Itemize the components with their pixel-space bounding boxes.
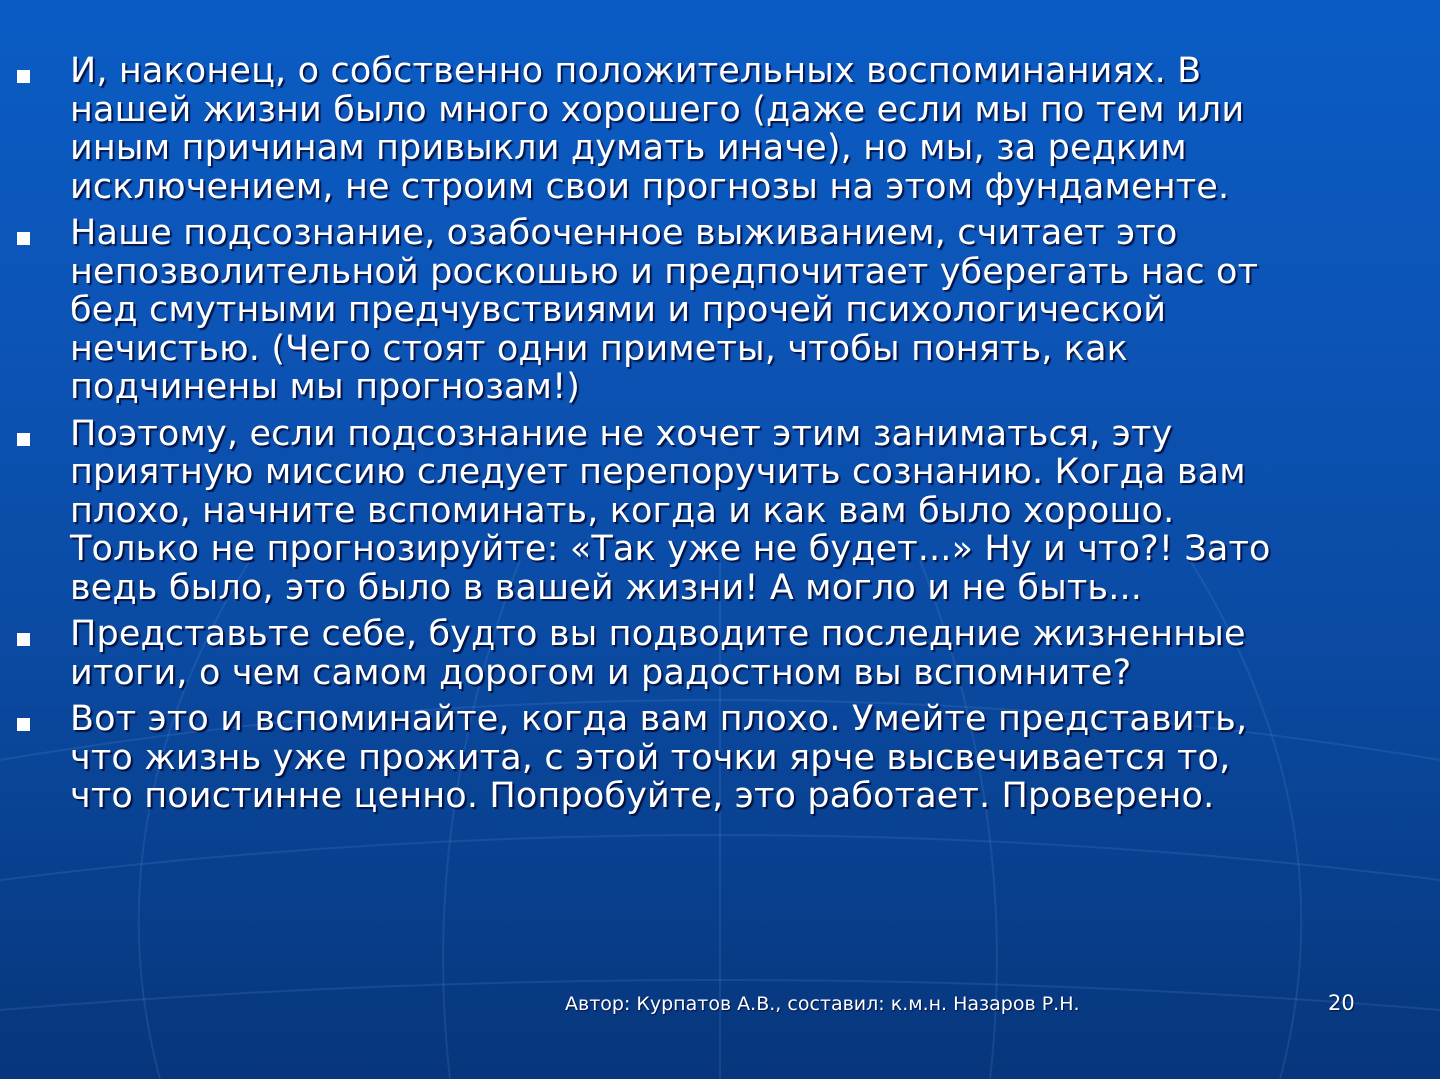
bullet-text: Вот это и вспоминайте, когда вам плохо. Умейте представить, что жизнь уже прожита, с этой точки ярче высвечивается то, что поистинне ценно. Попробуйте, это работает. Проверено.: [70, 699, 1248, 816]
footer-author: Автор: Курпатов А.В., составил: к.м.н. Назаров Р.Н.: [565, 993, 1080, 1015]
bullet-text: Представьте себе, будто вы подводите последние жизненные итоги, о чем самом дорогом и радостном вы вспомните?: [70, 614, 1246, 693]
square-bullet-icon: [17, 232, 30, 245]
square-bullet-icon: [17, 433, 30, 446]
bullet-text: Поэтому, если подсознание не хочет этим заниматься, эту приятную миссию следует перепоручить сознанию. Когда вам плохо, начните вспоминать, когда и как вам было хорошо. Только не прогнозируйте: «Так уже не будет...» Ну и что?! Зато ведь было, это было в вашей жизни! А могло и не быть...: [70, 413, 1271, 608]
bullet-item-2: [0, 214, 1440, 407]
bullet-text: И, наконец, о собственно положительных воспоминаниях. В нашей жизни было много хорошего (даже если мы по тем или иным причинам привыкли думать иначе), но мы, за редким исключением, не строим свои прогнозы на этом фундаменте.: [70, 51, 1245, 207]
bullet-item-1: [0, 52, 1440, 206]
bullet-item-5: [0, 700, 1440, 816]
bullet-item-3: [0, 415, 1440, 608]
square-bullet-icon: [17, 70, 30, 83]
square-bullet-icon: [17, 633, 30, 646]
slide-body: [0, 52, 1440, 824]
bullet-text: Наше подсознание, озабоченное выживанием, считает это непозволительной роскошью и предпочитает уберегать нас от бед смутными предчувствиями и прочей психологической нечистью. (Чего стоят одни приметы, чтобы понять, как подчинены мы прогнозам!): [70, 213, 1259, 407]
page-number: 20: [1328, 991, 1355, 1015]
bullet-item-4: [0, 615, 1440, 692]
square-bullet-icon: [17, 718, 30, 731]
